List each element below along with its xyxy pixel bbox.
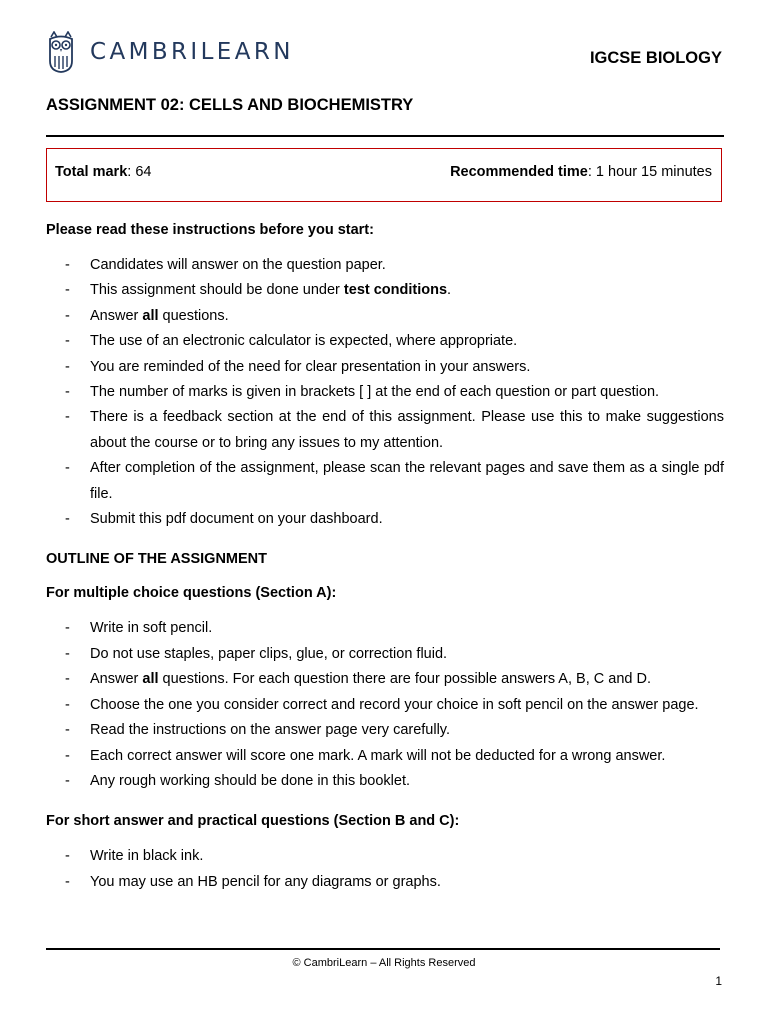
header-divider	[46, 135, 724, 137]
subject-label: IGCSE BIOLOGY	[589, 49, 722, 67]
short-answer-instructions-list	[46, 844, 724, 895]
mcq-heading: For multiple choice questions (Section A):	[46, 585, 337, 602]
instructions-heading: Please read these instructions before you start:	[46, 222, 374, 238]
list-item: - Submit this pdf document on your dashboard.	[46, 507, 724, 532]
brand-name: CAMBRILEARN	[90, 39, 294, 65]
assignment-title: ASSIGNMENT 02: CELLS AND BIOCHEMISTRY	[46, 96, 414, 114]
instructions-content	[46, 220, 724, 895]
list-item: - Write in black ink.	[46, 844, 724, 869]
page-number: 1	[715, 974, 722, 988]
list-item: - Answer all questions. For each question there are four possible answers A, B, C and D.	[46, 667, 724, 692]
list-item: - You may use an HB pencil for any diagrams or graphs.	[46, 870, 724, 895]
instructions-list	[46, 253, 724, 532]
footer-divider	[46, 948, 720, 950]
recommended-time: Recommended time: 1 hour 15 minutes	[450, 164, 712, 180]
outline-heading: OUTLINE OF THE ASSIGNMENT	[46, 551, 267, 568]
list-item: - Write in soft pencil.	[46, 616, 724, 641]
list-item: - Do not use staples, paper clips, glue, or correction fluid.	[46, 642, 724, 667]
list-item: - Read the instructions on the answer page very carefully.	[46, 718, 724, 743]
list-item: - Any rough working should be done in this booklet.	[46, 769, 724, 794]
mark-summary-box	[46, 148, 722, 202]
list-item: - There is a feedback section at the end of this assignment. Please use this to make suggestions about the course or to bring any issues to my attention.	[46, 405, 724, 456]
brand-logo	[46, 31, 294, 73]
list-item: - After completion of the assignment, please scan the relevant pages and save them as a single pdf file.	[46, 456, 724, 507]
list-item: - This assignment should be done under test conditions.	[46, 278, 724, 303]
list-item: - Answer all questions.	[46, 304, 724, 329]
list-item: - The use of an electronic calculator is expected, where appropriate.	[46, 329, 724, 354]
total-mark: Total mark: 64	[55, 164, 152, 180]
owl-logo-icon	[46, 31, 76, 73]
list-item: - The number of marks is given in brackets [ ] at the end of each question or part question.	[46, 380, 724, 405]
copyright-footer: © CambriLearn – All Rights Reserved	[292, 957, 476, 969]
mcq-instructions-list	[46, 616, 724, 794]
list-item: - You are reminded of the need for clear presentation in your answers.	[46, 355, 724, 380]
list-item: - Candidates will answer on the question paper.	[46, 253, 724, 278]
short-answer-heading: For short answer and practical questions (Section B and C):	[46, 813, 460, 830]
list-item: - Each correct answer will score one mark. A mark will not be deducted for a wrong answer.	[46, 744, 724, 769]
list-item: - Choose the one you consider correct and record your choice in soft pencil on the answer page.	[46, 693, 724, 718]
